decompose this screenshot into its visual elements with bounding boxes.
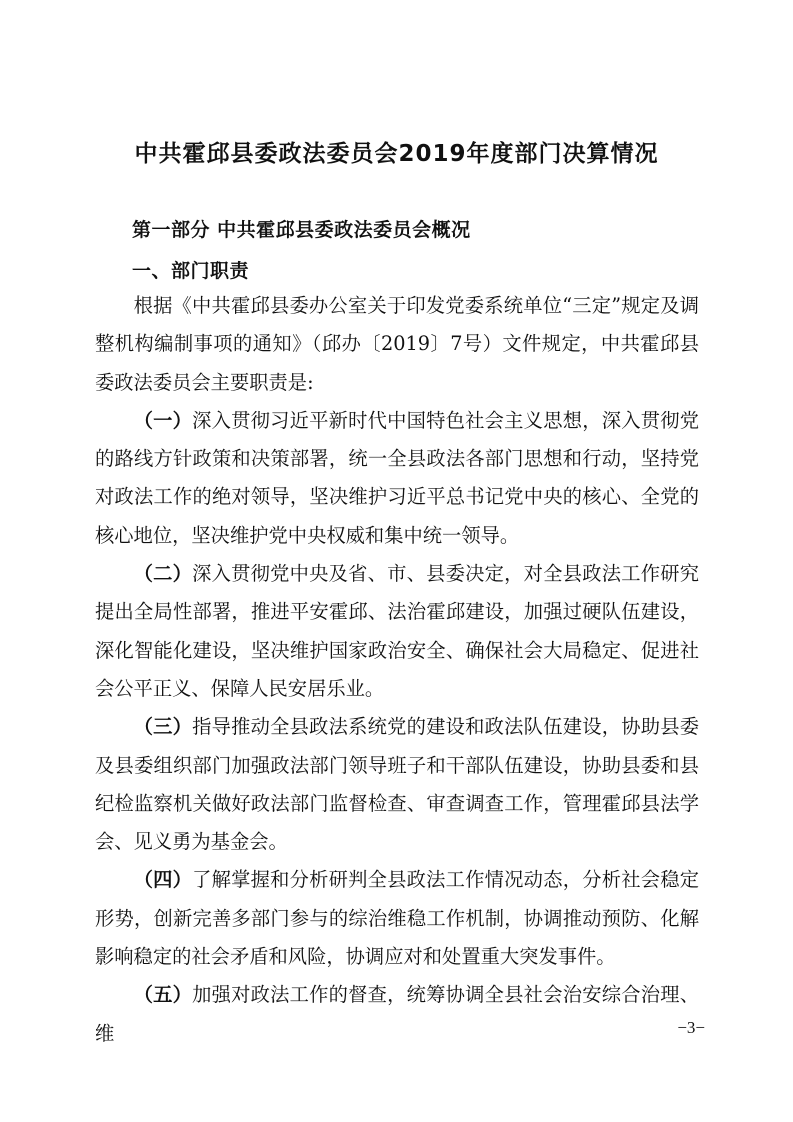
duty-paragraph-4 bbox=[95, 861, 699, 976]
section-heading: 一、部门职责 bbox=[132, 260, 250, 282]
duty-text: 深入贯彻习近平新时代中国特色社会主义思想，深入贯彻党的路线方针政策和决策部署，统一全县政法各部门思想和行动，坚持党对政法工作的绝对领导，坚决维护习近平总书记党中央的核心、全党的核心地位，坚决维护党中央权威和集中统一领导。 bbox=[95, 408, 699, 547]
part-heading: 第一部分 中共霍邱县委政法委员会概况 bbox=[132, 219, 471, 241]
duty-number: （五） bbox=[133, 983, 193, 1007]
duty-text: 指导推动全县政法系统党的建设和政法队伍建设，协助县委及县委组织部门加强政法部门领导班子和干部队伍建设，协助县委和县纪检监察机关做好政法部门监督检查、审查调查工作，管理霍邱县法学会、见义勇为基金会。 bbox=[95, 715, 699, 854]
duty-text: 了解掌握和分析研判全县政法工作情况动态，分析社会稳定形势，创新完善多部门参与的综治维稳工作机制，协调推动预防、化解影响稳定的社会矛盾和风险，协调应对和处置重大突发事件。 bbox=[95, 868, 699, 969]
duty-paragraph-1 bbox=[95, 402, 699, 555]
duty-number: （三） bbox=[133, 715, 193, 739]
duty-text: 深入贯彻党中央及省、市、县委决定，对全县政法工作研究提出全局性部署，推进平安霍邱、法治霍邱建设，加强过硬队伍建设，深化智能化建设，坚决维护国家政治安全、确保社会大局稳定、促进社会公平正义、保障人民安居乐业。 bbox=[95, 562, 699, 700]
duty-paragraph-3 bbox=[95, 708, 699, 861]
duty-number: （一） bbox=[133, 408, 193, 432]
duty-number: （四） bbox=[133, 868, 193, 892]
duty-paragraph-2 bbox=[95, 555, 699, 708]
document-title: 中共霍邱县委政法委员会2019年度部门决算情况 bbox=[134, 141, 659, 167]
duty-text: 加强对政法工作的督查，统筹协调全县社会治安综合治理、维 bbox=[95, 983, 699, 1045]
duty-paragraph-5 bbox=[95, 976, 699, 1053]
body-text bbox=[95, 287, 699, 1053]
duty-number: （二） bbox=[133, 562, 193, 586]
page-number: −3− bbox=[677, 1018, 705, 1037]
intro-paragraph: 根据《中共霍邱县委办公室关于印发党委系统单位“三定”规定及调整机构编制事项的通知》（邱办〔2019〕7号）文件规定，中共霍邱县委政法委员会主要职责是: bbox=[95, 294, 699, 394]
